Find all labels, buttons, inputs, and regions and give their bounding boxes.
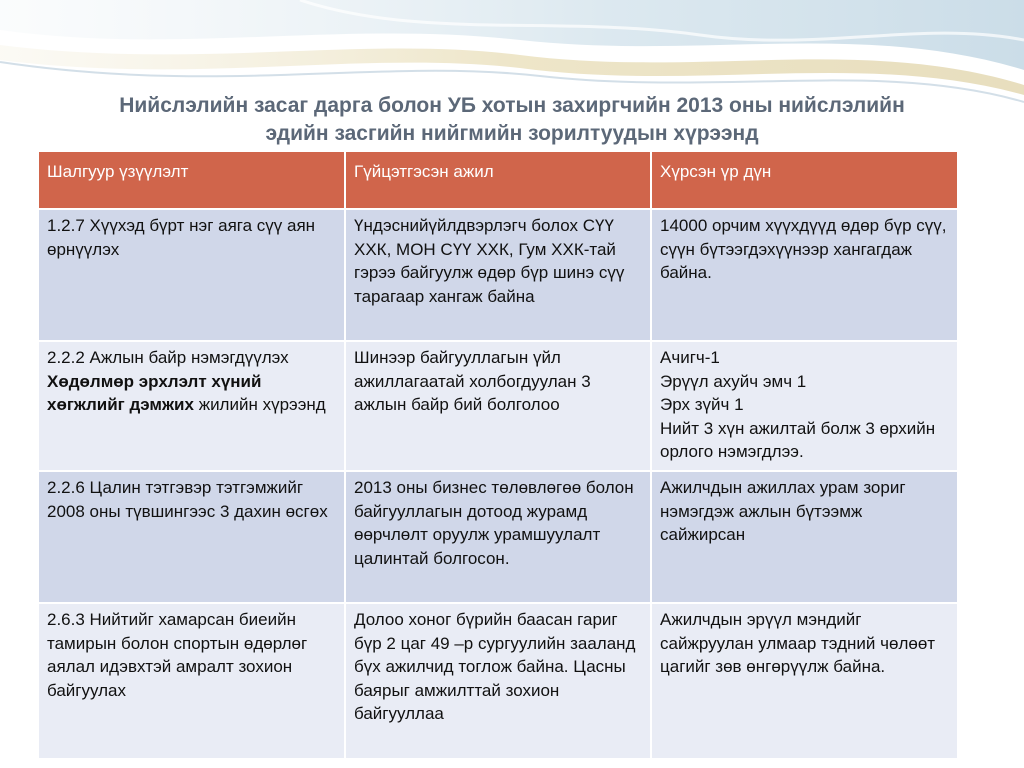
result-cell — [651, 341, 958, 471]
header-result: Хүрсэн үр дүн — [651, 151, 958, 209]
criterion-cell: 2.2.6 Цалин тэтгэвэр тэтгэмжийг 2008 оны түвшингээс 3 дахин өсгөх — [38, 471, 345, 603]
result-line: Ачигч-1 — [660, 348, 720, 367]
result-line: Нийт 3 хүн ажилтай болж 3 өрхийн орлого нэмэгдлээ. — [660, 418, 936, 461]
table-row — [38, 209, 958, 341]
work-cell: Долоо хоног бүрийн баасан гариг бүр 2 цаг 49 –р сургуулийн зааланд бүх ажилчид тоглож байна. Цасны баярыг амжилттай зохион байгууллаа — [345, 603, 651, 759]
result-line: Эрх зүйч 1 — [660, 395, 744, 414]
work-cell: Үндэснийүйлдвэрлэгч болох СҮҮ ХХК, МОН СҮҮ ХХК, Гум ХХК-тай гэрээ байгуулж өдөр бүр шинэ сүү тарагаар хангаж байна — [345, 209, 651, 341]
work-cell: 2013 оны бизнес төлөвлөгөө болон байгууллагын дотоод журамд өөрчлөлт оруулж урамшуулалт цалинтай болгосон. — [345, 471, 651, 603]
criterion-prefix: 2.2.2 Ажлын байр нэмэгдүүлэх — [47, 348, 289, 367]
work-cell: Шинээр байгууллагын үйл ажиллагаатай холбогдуулан 3 ажлын байр бий болголоо — [345, 341, 651, 471]
criterion-cell: 1.2.7 Хүүхэд бүрт нэг аяга сүү аян өрнүүлэх — [38, 209, 345, 341]
slide-title-line-1: Нийслэлийн засаг дарга болон УБ хотын захиргчийн 2013 оны нийслэлийн — [119, 94, 905, 117]
table-row — [38, 603, 958, 759]
header-work-done: Гүйцэтгэсэн ажил — [345, 151, 651, 209]
criterion-cell — [38, 341, 345, 471]
result-cell: 14000 орчим хүүхдүүд өдөр бүр сүү, сүүн бүтээгдэхүүнээр хангагдаж байна. — [651, 209, 958, 341]
result-cell: Ажилчдын ажиллах урам зориг нэмэгдэж ажлын бүтээмж сайжирсан — [651, 471, 958, 603]
header-criterion: Шалгуур үзүүлэлт — [38, 151, 345, 209]
result-line: Эрүүл ахуйч эмч 1 — [660, 371, 807, 391]
slide-title — [40, 92, 984, 148]
table-header-row — [38, 151, 958, 209]
table-row — [38, 341, 958, 471]
criterion-bold-text: Хөдөлмөр эрхлэлт хүний хөгжлийг дэмжих — [47, 371, 262, 414]
results-table — [37, 150, 959, 760]
slide-title-line-2: эдийн засгийн нийгмийн зорилтуудын хүрээнд — [265, 122, 759, 145]
criterion-cell: 2.6.3 Нийтийг хамарсан биеийн тамирын болон спортын өдөрлөг аялал идэвхтэй амралт зохион байгуулах — [38, 603, 345, 759]
table-row — [38, 471, 958, 603]
criterion-suffix: жилийн хүрээнд — [193, 395, 326, 414]
result-cell: Ажилчдын эрүүл мэндийг сайжруулан улмаар тэдний чөлөөт цагийг зөв өнгөрүүлж байна. — [651, 603, 958, 759]
